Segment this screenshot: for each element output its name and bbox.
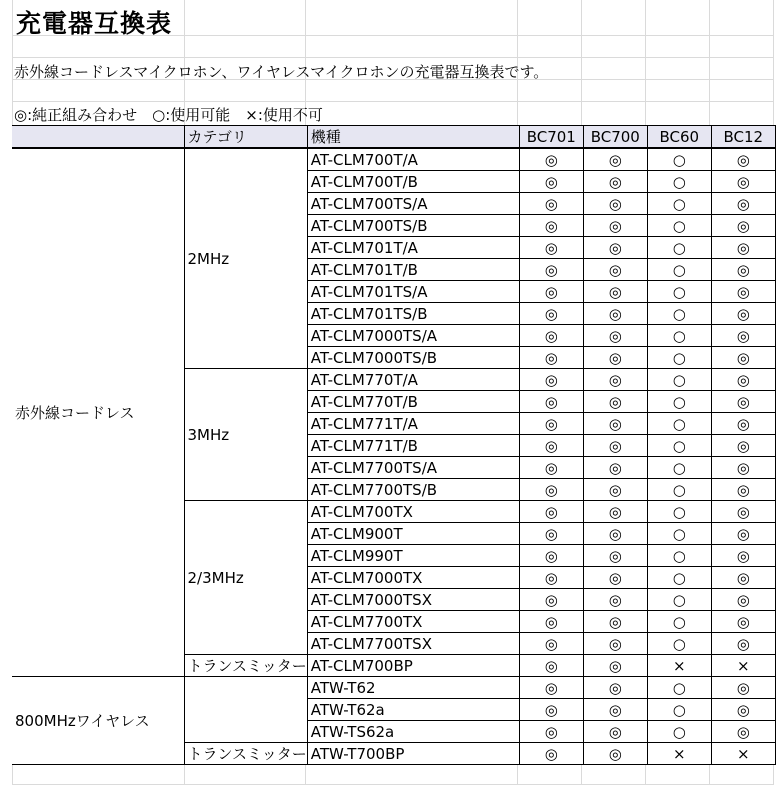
compatibility-symbol: ◎: [519, 413, 583, 435]
compatibility-symbol: ○: [647, 457, 711, 479]
compatibility-symbol: ◎: [519, 391, 583, 413]
header-charger-bc12: BC12: [711, 126, 775, 149]
compatibility-symbol: ○: [647, 501, 711, 523]
compatibility-symbol: ◎: [711, 215, 775, 237]
model-cell: AT-CLM990T: [307, 545, 519, 567]
gridline: [12, 57, 774, 58]
compatibility-symbol: ○: [647, 721, 711, 743]
compatibility-symbol: ◎: [711, 259, 775, 281]
compatibility-symbol: ◎: [583, 611, 647, 633]
compatibility-symbol: ○: [647, 281, 711, 303]
compatibility-symbol: ○: [647, 369, 711, 391]
compatibility-symbol: ◎: [519, 479, 583, 501]
table-header-row: [12, 126, 775, 149]
compatibility-symbol: ◎: [583, 148, 647, 171]
header-category: カテゴリ: [184, 126, 307, 149]
compatibility-symbol: ◎: [583, 699, 647, 721]
group-cell: 800MHzワイヤレス: [12, 677, 184, 765]
description: 赤外線コードレスマイクロホン、ワイヤレスマイクロホンの充電器互換表です。: [14, 63, 549, 81]
compatibility-symbol: ◎: [711, 457, 775, 479]
compatibility-symbol: ◎: [583, 567, 647, 589]
compatibility-symbol: ◎: [519, 347, 583, 369]
compatibility-symbol: ◎: [583, 743, 647, 765]
compatibility-symbol: ◎: [711, 721, 775, 743]
compatibility-symbol: ◎: [711, 281, 775, 303]
compatibility-symbol: ○: [647, 567, 711, 589]
compatibility-symbol: ◎: [583, 457, 647, 479]
compatibility-symbol: ◎: [583, 281, 647, 303]
compatibility-symbol: ◎: [519, 611, 583, 633]
compatibility-symbol: ◎: [519, 501, 583, 523]
compatibility-symbol: ○: [647, 479, 711, 501]
model-cell: AT-CLM770T/B: [307, 391, 519, 413]
compatibility-symbol: ◎: [711, 171, 775, 193]
compatibility-symbol: ◎: [711, 589, 775, 611]
compatibility-symbol: ◎: [583, 413, 647, 435]
compatibility-symbol: ◎: [519, 457, 583, 479]
compatibility-symbol: ◎: [519, 325, 583, 347]
model-cell: ATW-TS62a: [307, 721, 519, 743]
compatibility-symbol: ○: [647, 193, 711, 215]
compatibility-symbol: ◎: [519, 281, 583, 303]
compatibility-symbol: ○: [647, 677, 711, 699]
compatibility-symbol: ○: [647, 148, 711, 171]
compatibility-symbol: ◎: [711, 699, 775, 721]
compatibility-symbol: ◎: [711, 148, 775, 171]
compatibility-symbol: ◎: [583, 369, 647, 391]
compatibility-symbol: ◎: [519, 193, 583, 215]
compatibility-symbol: ×: [711, 743, 775, 765]
compatibility-symbol: ◎: [711, 567, 775, 589]
model-cell: AT-CLM7000TSX: [307, 589, 519, 611]
compatibility-symbol: ◎: [583, 633, 647, 655]
compatibility-symbol: ◎: [519, 523, 583, 545]
model-cell: AT-CLM7700TS/B: [307, 479, 519, 501]
compatibility-symbol: ○: [647, 215, 711, 237]
compatibility-symbol: ○: [647, 347, 711, 369]
compatibility-symbol: ○: [647, 699, 711, 721]
compatibility-symbol: ◎: [519, 171, 583, 193]
compatibility-symbol: ○: [647, 523, 711, 545]
compatibility-symbol: ○: [647, 171, 711, 193]
model-cell: AT-CLM700T/B: [307, 171, 519, 193]
model-cell: ATW-T62: [307, 677, 519, 699]
compatibility-symbol: ◎: [519, 699, 583, 721]
compatibility-symbol: ◎: [711, 633, 775, 655]
category-cell: 2MHz: [184, 148, 307, 369]
model-cell: AT-CLM700TS/A: [307, 193, 519, 215]
compatibility-symbol: ◎: [711, 325, 775, 347]
group-cell: 赤外線コードレス: [12, 148, 184, 677]
page-title: 充電器互換表: [16, 9, 173, 38]
compatibility-symbol: ◎: [519, 435, 583, 457]
compatibility-symbol: ○: [647, 611, 711, 633]
compatibility-symbol: ◎: [519, 633, 583, 655]
compatibility-symbol: ◎: [711, 347, 775, 369]
model-cell: AT-CLM701T/B: [307, 259, 519, 281]
model-cell: AT-CLM701TS/B: [307, 303, 519, 325]
compatibility-symbol: ◎: [711, 545, 775, 567]
table-row: [12, 148, 775, 171]
model-cell: AT-CLM7700TS/A: [307, 457, 519, 479]
model-cell: AT-CLM771T/B: [307, 435, 519, 457]
compatibility-symbol: ◎: [519, 303, 583, 325]
compatibility-symbol: ◎: [583, 721, 647, 743]
compatibility-symbol: ◎: [711, 413, 775, 435]
compatibility-symbol: ◎: [519, 677, 583, 699]
compatibility-symbol: ◎: [583, 303, 647, 325]
model-cell: AT-CLM700T/A: [307, 148, 519, 171]
model-cell: AT-CLM7000TS/A: [307, 325, 519, 347]
compatibility-symbol: ◎: [711, 611, 775, 633]
compatibility-symbol: ◎: [583, 435, 647, 457]
compatibility-symbol: ×: [647, 743, 711, 765]
compatibility-symbol: ◎: [519, 567, 583, 589]
table-body: [12, 148, 775, 765]
compatibility-symbol: ◎: [711, 237, 775, 259]
model-cell: AT-CLM771T/A: [307, 413, 519, 435]
compatibility-symbol: ◎: [711, 501, 775, 523]
compatibility-symbol: ○: [647, 545, 711, 567]
compatibility-symbol: ◎: [583, 193, 647, 215]
compatibility-symbol: ◎: [583, 347, 647, 369]
header-charger-bc701: BC701: [519, 126, 583, 149]
category-cell: 2/3MHz: [184, 501, 307, 655]
model-cell: AT-CLM701TS/A: [307, 281, 519, 303]
header-group: [12, 126, 184, 149]
category-cell: トランスミッター: [184, 743, 307, 765]
model-cell: AT-CLM700TX: [307, 501, 519, 523]
compatibility-symbol: ○: [647, 413, 711, 435]
compatibility-symbol: ◎: [583, 215, 647, 237]
model-cell: ATW-T700BP: [307, 743, 519, 765]
compatibility-symbol: ◎: [519, 743, 583, 765]
compatibility-symbol: ◎: [519, 655, 583, 677]
compatibility-symbol: ◎: [519, 589, 583, 611]
compatibility-symbol: ◎: [519, 369, 583, 391]
compatibility-symbol: ◎: [583, 325, 647, 347]
compatibility-symbol: ◎: [583, 545, 647, 567]
model-cell: AT-CLM701T/A: [307, 237, 519, 259]
compatibility-symbol: ◎: [519, 545, 583, 567]
compatibility-symbol: ◎: [711, 303, 775, 325]
category-cell: [184, 677, 307, 743]
model-cell: AT-CLM900T: [307, 523, 519, 545]
compatibility-symbol: ◎: [583, 171, 647, 193]
compatibility-symbol: ◎: [519, 259, 583, 281]
model-cell: AT-CLM7000TX: [307, 567, 519, 589]
compatibility-symbol: ○: [647, 633, 711, 655]
compatibility-symbol: ◎: [711, 479, 775, 501]
compatibility-symbol: ◎: [711, 677, 775, 699]
compatibility-symbol: ◎: [583, 391, 647, 413]
compatibility-symbol: ◎: [583, 501, 647, 523]
charger-compatibility-table: [12, 125, 776, 765]
compatibility-symbol: ◎: [583, 677, 647, 699]
header-model: 機種: [307, 126, 519, 149]
compatibility-symbol: ◎: [711, 435, 775, 457]
compatibility-symbol: ◎: [711, 391, 775, 413]
model-cell: AT-CLM7700TX: [307, 611, 519, 633]
compatibility-symbol: ×: [647, 655, 711, 677]
model-cell: AT-CLM700BP: [307, 655, 519, 677]
header-charger-bc60: BC60: [647, 126, 711, 149]
compatibility-symbol: ○: [647, 391, 711, 413]
compatibility-symbol: ◎: [583, 589, 647, 611]
table-row: [12, 677, 775, 699]
compatibility-symbol: ◎: [519, 215, 583, 237]
category-cell: トランスミッター: [184, 655, 307, 677]
compatibility-symbol: ○: [647, 325, 711, 347]
compatibility-symbol: ○: [647, 435, 711, 457]
header-charger-bc700: BC700: [583, 126, 647, 149]
compatibility-symbol: ×: [711, 655, 775, 677]
compatibility-symbol: ◎: [519, 237, 583, 259]
compatibility-symbol: ◎: [519, 721, 583, 743]
compatibility-symbol: ○: [647, 303, 711, 325]
compatibility-symbol: ◎: [711, 369, 775, 391]
compatibility-symbol: ◎: [583, 479, 647, 501]
model-cell: AT-CLM770T/A: [307, 369, 519, 391]
compatibility-symbol: ○: [647, 259, 711, 281]
symbol-legend: ◎:純正組み合わせ ○:使用可能 ×:使用不可: [14, 106, 323, 124]
compatibility-symbol: ◎: [583, 523, 647, 545]
model-cell: AT-CLM7000TS/B: [307, 347, 519, 369]
compatibility-symbol: ◎: [583, 655, 647, 677]
compatibility-symbol: ○: [647, 589, 711, 611]
model-cell: ATW-T62a: [307, 699, 519, 721]
compatibility-symbol: ◎: [711, 193, 775, 215]
compatibility-symbol: ◎: [519, 148, 583, 171]
model-cell: AT-CLM7700TSX: [307, 633, 519, 655]
model-cell: AT-CLM700TS/B: [307, 215, 519, 237]
compatibility-symbol: ◎: [583, 259, 647, 281]
category-cell: 3MHz: [184, 369, 307, 501]
compatibility-symbol: ◎: [711, 523, 775, 545]
compatibility-symbol: ◎: [583, 237, 647, 259]
compatibility-symbol: ○: [647, 237, 711, 259]
gridline: [12, 101, 774, 102]
